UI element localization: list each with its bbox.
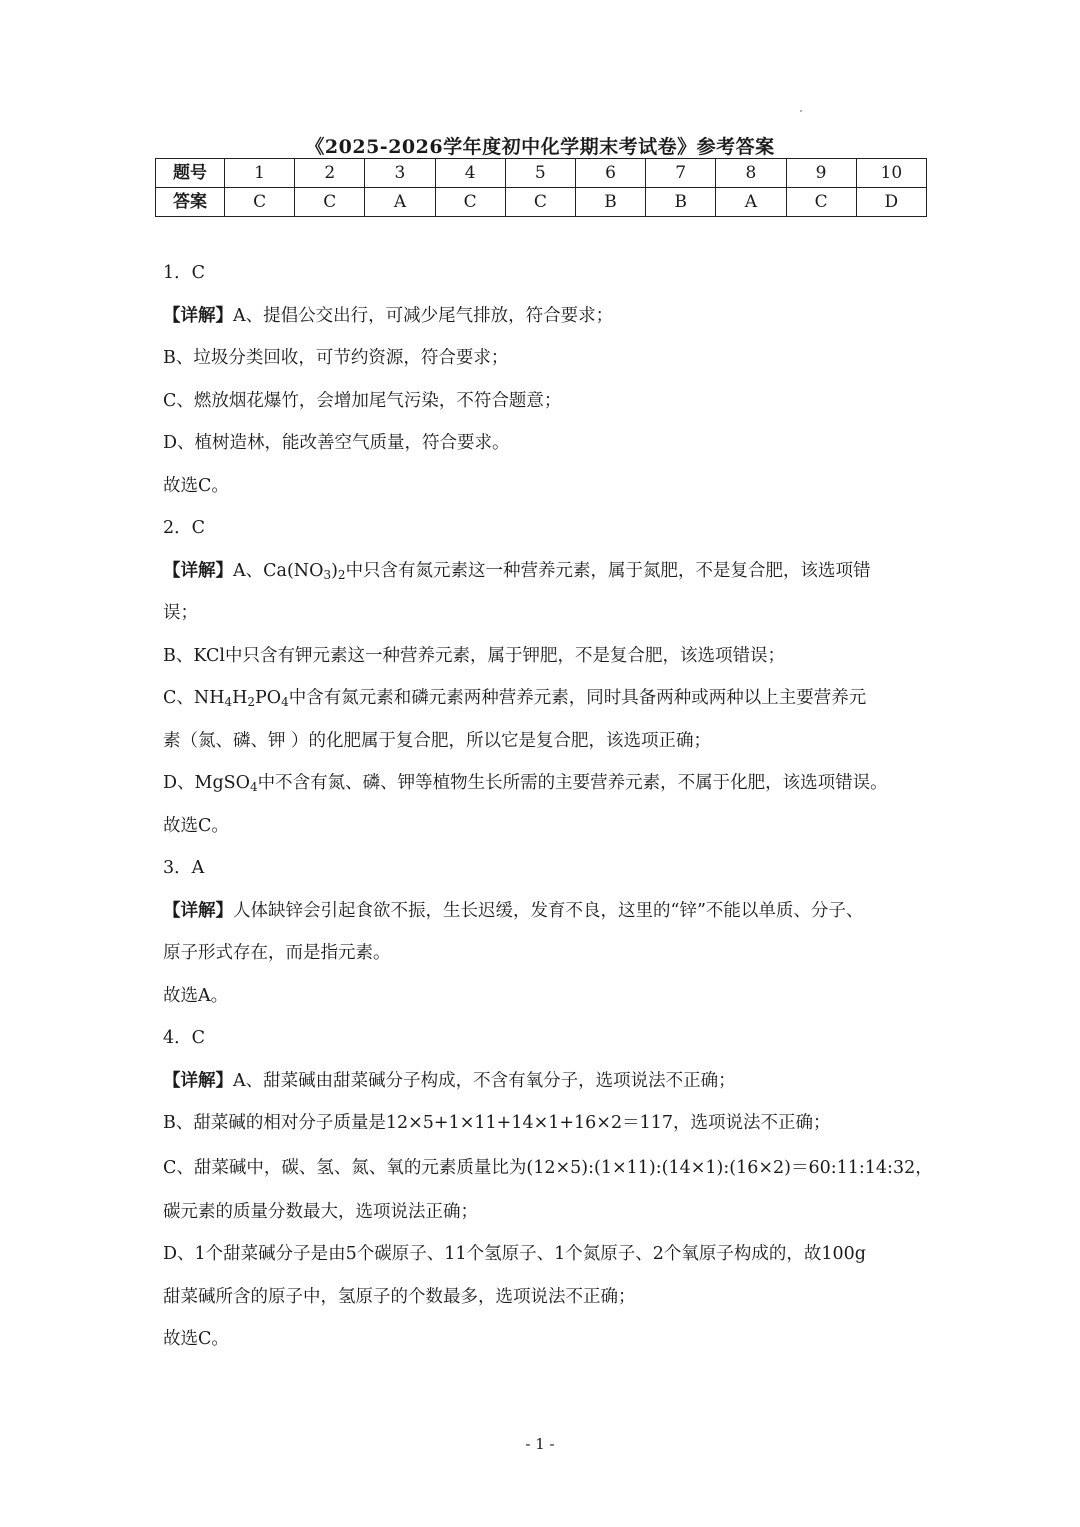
- number-cell: 4: [435, 159, 505, 188]
- answer-cell: A: [365, 188, 435, 217]
- answer-cell: A: [716, 188, 786, 217]
- subscript: 3: [323, 567, 332, 582]
- q2-option-d-text: 中不含有氮、磷、钾等植物生长所需的主要营养元素，不属于化肥，该选项错误。: [257, 773, 888, 793]
- q1-option-a: A、提倡公交出行，可减少尾气排放，符合要求；: [233, 305, 614, 326]
- answer-cell: C: [295, 188, 365, 217]
- number-row: [156, 159, 927, 188]
- subscript: 4: [250, 780, 258, 794]
- answer-cell: C: [786, 188, 856, 217]
- q3-text: 人体缺锌会引起食欲不振，生长迟缓，发育不良，这里的“锌”不能以单质、分子、: [233, 900, 864, 921]
- number-cell: 5: [505, 159, 575, 188]
- q2-detail-a: [163, 550, 933, 593]
- q2-option-b: B、KCl中只含有钾元素这一种营养元素，属于钾肥，不是复合肥，该选项错误；: [163, 645, 785, 666]
- subscript: 2: [247, 695, 256, 709]
- q2-option-d: [163, 762, 933, 805]
- q1-option-c: C、燃放烟花爆竹，会增加尾气污染，不符合题意；: [163, 390, 562, 411]
- number-cell: 1: [225, 159, 295, 188]
- detail-tag: 【详解】: [163, 900, 233, 921]
- q2-option-a-cont: 误；: [163, 603, 198, 623]
- answer-table: [155, 158, 927, 217]
- number-cell: 2: [295, 159, 365, 188]
- q4-option-d-cont: 甜菜碱所含的原子中，氢原子的个数最多，选项说法不正确；: [163, 1286, 636, 1307]
- explanations: [163, 252, 933, 1361]
- answer-cell: C: [505, 188, 575, 217]
- q2-option-c-cont: 素（氮、磷、钾 ）的化肥属于复合肥，所以它是复合肥，该选项正确；: [163, 730, 712, 751]
- q4-option-d: D、1个甜菜碱分子是由5个碳原子、11个氢原子、1个氮原子、2个氧原子构成的，故100g: [163, 1244, 866, 1264]
- answer-cell: C: [435, 188, 505, 217]
- number-cell: 8: [716, 159, 786, 188]
- number-cell: 7: [646, 159, 716, 188]
- question-2-heading: 2．C: [163, 518, 206, 538]
- formula-part: ): [331, 560, 338, 581]
- q1-option-b: B、垃圾分类回收，可节约资源，符合要求；: [163, 348, 509, 368]
- subscript: 2: [337, 567, 346, 582]
- page-title: 《2025-2026学年度初中化学期末考试卷》参考答案: [305, 136, 775, 158]
- q3-detail: [163, 890, 933, 933]
- answer-cell: B: [646, 188, 716, 217]
- q2-option-c-text: 中含有氮元素和磷元素两种营养元素，同时具备两种或两种以上主要营养元: [288, 688, 867, 708]
- formula-part: D、MgSO: [163, 773, 250, 793]
- number-cell: 10: [856, 159, 926, 188]
- formula-part: PO: [255, 688, 282, 708]
- q1-option-d: D、植树造林，能改善空气质量，符合要求。: [163, 433, 510, 453]
- detail-tag: 【详解】: [163, 1070, 233, 1091]
- q4-detail-a: [163, 1060, 933, 1103]
- q4-option-c-cont: 碳元素的质量分数最大，选项说法正确；: [163, 1201, 478, 1222]
- formula-part: A、Ca(NO: [233, 560, 324, 581]
- subscript: 4: [281, 695, 289, 709]
- q1-detail-a: [163, 295, 933, 338]
- q2-option-a-text: 中只含有氮元素这一种营养元素，属于氮肥，不是复合肥，该选项错: [345, 560, 871, 581]
- q4-option-a: A、甜菜碱由甜菜碱分子构成，不含有氧分子，选项说法不正确；: [233, 1070, 736, 1091]
- formula-part: H: [232, 688, 248, 708]
- row-header-answer: 答案: [156, 188, 225, 217]
- answer-row: [156, 188, 927, 217]
- number-cell: 6: [575, 159, 645, 188]
- q2-option-c: [163, 677, 933, 720]
- q2-conclusion: 故选C。: [163, 815, 229, 836]
- question-1-heading: 1．C: [163, 263, 206, 283]
- row-header-number: 题号: [156, 159, 225, 188]
- answer-cell: C: [225, 188, 295, 217]
- q4-option-c: C、甜菜碱中，碳、氢、氮、氧的元素质量比为(12×5):(1×11):(14×1):(16×2)＝60:11:14:32，: [163, 1157, 933, 1178]
- q3-conclusion: 故选A。: [163, 985, 229, 1006]
- detail-tag: 【详解】: [163, 305, 233, 326]
- question-4-heading: 4．C: [163, 1028, 206, 1048]
- q3-text-cont: 原子形式存在，而是指元素。: [163, 943, 391, 963]
- formula-part: C、NH: [163, 688, 225, 708]
- q4-option-b: B、甜菜碱的相对分子质量是12×5+1×11+14×1+16×2＝117，选项说法不正确；: [163, 1113, 831, 1133]
- answer-cell: D: [856, 188, 926, 217]
- q1-conclusion: 故选C。: [163, 475, 229, 496]
- page-number: - 1 -: [525, 1435, 555, 1453]
- subscript: 4: [224, 695, 233, 709]
- number-cell: 3: [365, 159, 435, 188]
- speck: [800, 110, 802, 112]
- number-cell: 9: [786, 159, 856, 188]
- question-3-heading: 3．A: [163, 858, 205, 878]
- detail-tag: 【详解】: [163, 560, 233, 581]
- answer-cell: B: [575, 188, 645, 217]
- q4-conclusion: 故选C。: [163, 1329, 229, 1349]
